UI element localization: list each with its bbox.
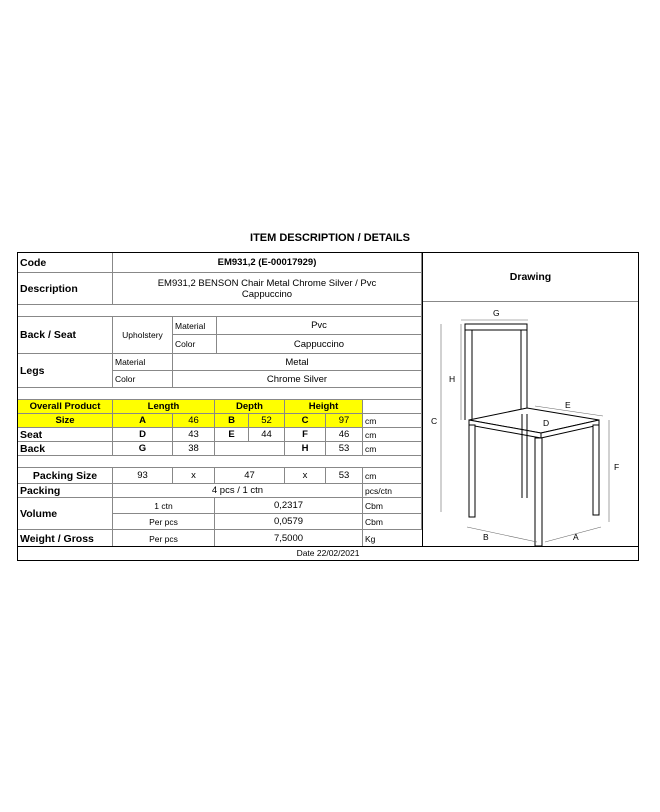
weight-value: 7,5000 (215, 530, 363, 547)
drawing-panel (422, 253, 638, 547)
legs-material-value: Metal (173, 354, 422, 371)
dim-a-label: A (113, 414, 173, 428)
drawing-label-c: C (431, 416, 438, 426)
upholstery-label: Upholstery (113, 317, 173, 354)
dim-b-value: 52 (249, 414, 285, 428)
weight-label: Weight / Gross (18, 530, 113, 547)
drawing-label-b: B (483, 532, 489, 542)
packing-height: 53 (326, 468, 363, 484)
spec-sheet (17, 252, 639, 561)
volume-ctn-label: 1 ctn (113, 498, 215, 514)
upholstery-material-label: Material (173, 317, 217, 335)
dim-e-value: 44 (249, 428, 285, 442)
dim-d-value: 43 (173, 428, 215, 442)
dim-c-value: 97 (326, 414, 363, 428)
spacer-row (18, 456, 422, 468)
packing-label: Packing (18, 484, 113, 498)
drawing-label-g: G (493, 308, 500, 318)
packing-width: 47 (215, 468, 285, 484)
volume-ctn-value: 0,2317 (215, 498, 363, 514)
drawing-label-f: F (614, 462, 620, 472)
volume-pcs-unit: Cbm (363, 514, 422, 530)
legs-color-label: Color (113, 371, 173, 388)
code-label: Code (18, 253, 113, 273)
upholstery-color-value: Cappuccino (217, 335, 422, 354)
dim-h-label: H (285, 442, 326, 456)
upholstery-material-value: Pvc (217, 317, 422, 335)
drawing-label-e: E (565, 400, 571, 410)
volume-label: Volume (18, 498, 113, 530)
volume-ctn-unit: Cbm (363, 498, 422, 514)
spacer-row (18, 305, 422, 317)
depth-header: Depth (215, 400, 285, 414)
overall-size-label-line1: Overall Product (18, 400, 113, 414)
packing-length: 93 (113, 468, 173, 484)
description-label: Description (18, 273, 113, 305)
packing-size-label: Packing Size (18, 468, 113, 484)
dim-h-value: 53 (326, 442, 363, 456)
legs-color-value: Chrome Silver (173, 371, 422, 388)
volume-pcs-label: Per pcs (113, 514, 215, 530)
packing-x-1: x (173, 468, 215, 484)
dim-a-value: 46 (173, 414, 215, 428)
height-header: Height (285, 400, 363, 414)
back-seat-label: Back / Seat (18, 317, 113, 354)
drawing-label-d: D (543, 418, 550, 428)
page-title: ITEM DESCRIPTION / DETAILS (250, 232, 410, 244)
back-unit: cm (363, 442, 422, 456)
dim-e-label: E (215, 428, 249, 442)
back-label: Back (18, 442, 113, 456)
upholstery-color-label: Color (173, 335, 217, 354)
spacer-row (18, 388, 422, 400)
legs-label: Legs (18, 354, 113, 388)
dim-g-value: 38 (173, 442, 215, 456)
legs-material-label: Material (113, 354, 173, 371)
description-value: EM931,2 BENSON Chair Metal Chrome Silver / Pvc Cappuccino (113, 273, 422, 305)
dim-f-label: F (285, 428, 326, 442)
dim-d-label: D (113, 428, 173, 442)
drawing-title: Drawing (509, 271, 552, 283)
blank-cell (363, 400, 422, 414)
packing-x-2: x (285, 468, 326, 484)
date-footer: Date 22/02/2021 (18, 546, 638, 560)
dim-b-label: B (215, 414, 249, 428)
weight-per-pcs-label: Per pcs (113, 530, 215, 547)
packing-unit: pcs/ctn (363, 484, 422, 498)
overall-size-label-line2: Size (18, 414, 113, 428)
length-header: Length (113, 400, 215, 414)
seat-label: Seat (18, 428, 113, 442)
dim-f-value: 46 (326, 428, 363, 442)
chair-drawing (423, 302, 638, 547)
seat-unit: cm (363, 428, 422, 442)
volume-pcs-value: 0,0579 (215, 514, 363, 530)
packing-size-unit: cm (363, 468, 422, 484)
blank-cell (215, 442, 285, 456)
details-table (18, 253, 422, 547)
packing-value: 4 pcs / 1 ctn (113, 484, 363, 498)
dim-c-label: C (285, 414, 326, 428)
drawing-label-a: A (573, 532, 579, 542)
weight-unit: Kg (365, 533, 376, 544)
overall-unit: cm (363, 414, 422, 428)
dim-g-label: G (113, 442, 173, 456)
code-value: EM931,2 (E-00017929) (113, 253, 422, 273)
drawing-label-h: H (449, 374, 456, 384)
